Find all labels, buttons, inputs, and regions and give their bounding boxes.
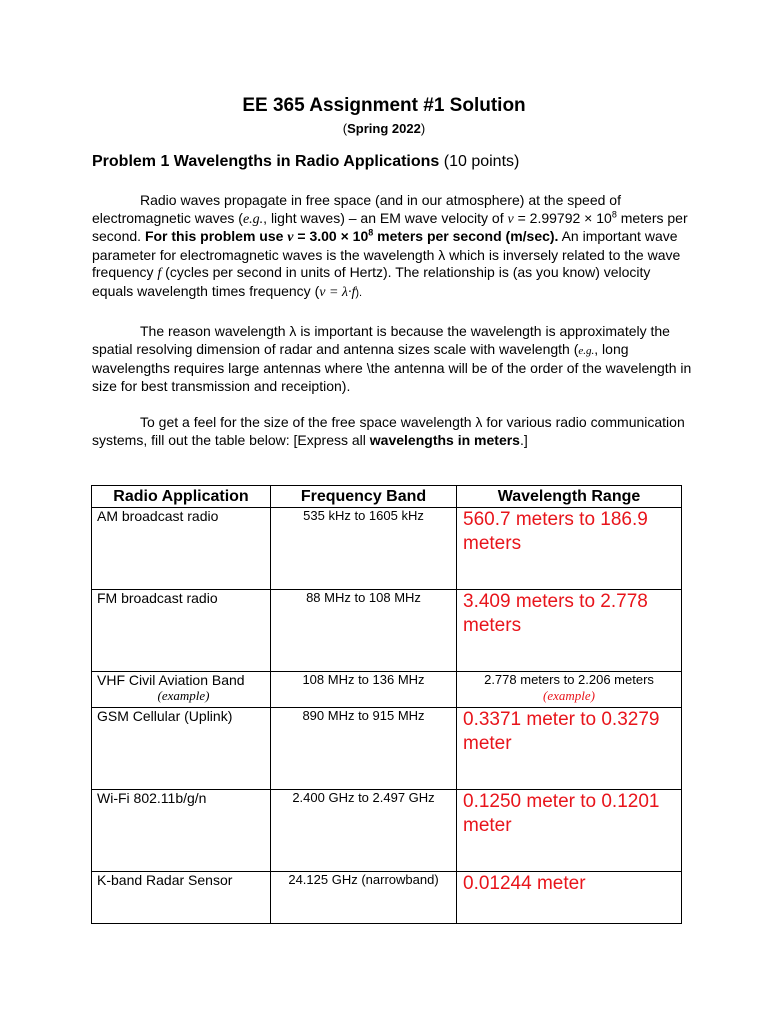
- cell-application: VHF Civil Aviation Band (example): [92, 672, 271, 708]
- table-row: [92, 790, 682, 872]
- header-radio-application: Radio Application: [92, 486, 271, 508]
- table-row: [92, 590, 682, 672]
- paragraph-instructions: To get a feel for the size of the free space wavelength λ for various radio communication systems, fill out the table below: [Express all wavelengths in meters.]: [92, 414, 685, 448]
- header-frequency-band: Frequency Band: [271, 486, 457, 508]
- cell-frequency: 108 MHz to 136 MHz: [271, 672, 457, 708]
- example-note: (example): [157, 688, 210, 703]
- cell-frequency: 88 MHz to 108 MHz: [271, 590, 457, 672]
- cell-wavelength-answer: 3.409 meters to 2.778 meters: [457, 590, 682, 672]
- cell-wavelength-answer: 560.7 meters to 186.9 meters: [457, 508, 682, 590]
- cell-wavelength-answer: 0.3371 meter to 0.3279 meter: [457, 708, 682, 790]
- paragraph-intro: Radio waves propagate in free space (and in our atmosphere) at the speed of electromagnetic waves (e.g., light waves) – an EM wave velocity of $v = 2.99792 \times 10^8$ meters per second. For this problem use $v = 3.00 \times 10^8$ meters per second (m/sec). An important wave parameter for electromagnetic waves is the wavelength λ which is inversely related to the wave frequency f (cycles per second in units of Hertz). The relationship is (as you know) velocity equals wavelength times frequency (v = λ·f).: [92, 192, 688, 300]
- cell-frequency: 2.400 GHz to 2.497 GHz: [271, 790, 457, 872]
- table-header-row: [92, 486, 682, 508]
- wavelength-table: [91, 485, 682, 924]
- paragraph-wavelength-importance: The reason wavelength λ is important is because the wavelength is approximately the spatial resolving dimension of radar and antenna sizes scale with wavelength (e.g., long wavelengths requires large antennas where \the antenna will be of the order of the wavelength in size for best transmission and receiption).: [92, 323, 692, 394]
- cell-frequency: 24.125 GHz (narrowband): [271, 872, 457, 924]
- page-title: EE 365 Assignment #1 Solution: [242, 95, 526, 116]
- cell-application: AM broadcast radio: [92, 508, 271, 590]
- cell-application: Wi-Fi 802.11b/g/n: [92, 790, 271, 872]
- cell-wavelength-answer: 0.1250 meter to 0.1201 meter: [457, 790, 682, 872]
- table-row: [92, 708, 682, 790]
- table-row: [92, 872, 682, 924]
- cell-application: GSM Cellular (Uplink): [92, 708, 271, 790]
- cell-frequency: 890 MHz to 915 MHz: [271, 708, 457, 790]
- cell-frequency: 535 kHz to 1605 kHz: [271, 508, 457, 590]
- cell-wavelength-answer: 0.01244 meter: [457, 872, 682, 924]
- example-note: (example): [543, 688, 595, 703]
- page-subtitle: (Spring 2022): [342, 121, 426, 136]
- problem-heading: Problem 1 Wavelengths in Radio Applications (10 points): [92, 153, 520, 170]
- table-row-example: [92, 672, 682, 708]
- cell-application: K-band Radar Sensor: [92, 872, 271, 924]
- cell-application: FM broadcast radio: [92, 590, 271, 672]
- table-row: [92, 508, 682, 590]
- semester-label: Spring 2022: [347, 121, 421, 136]
- header-wavelength-range: Wavelength Range: [457, 486, 682, 508]
- cell-wavelength-example: 2.778 meters to 2.206 meters (example): [457, 672, 682, 708]
